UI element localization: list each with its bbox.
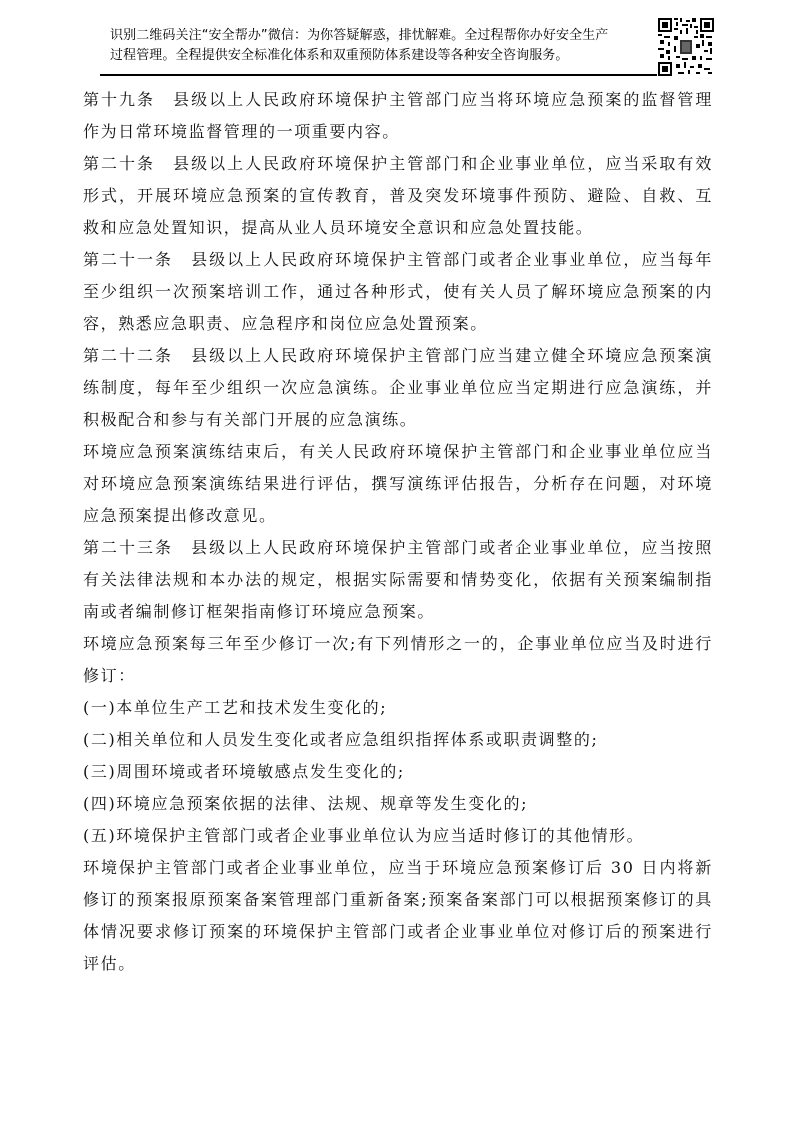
promo-line-1: 识别二维码关注“安全帮办”微信：为你答疑解惑，排忧解难。全过程帮你办好安全生产 [110,28,609,43]
revision-condition-1: (一)本单位生产工艺和技术发生变化的; [83,698,388,717]
article-22-drill-evaluation: 环境应急预案演练结束后，有关人民政府环境保护主管部门和企业事业单位应当对环境应急预案演练结果进行评估，撰写演练评估报告，分析存在问题，对环境应急预案提出修改意见。 [83,442,713,525]
article-21: 第二十一条 县级以上人民政府环境保护主管部门或者企业事业单位，应当每年至少组织一次预案培训工作，通过各种形式，使有关人员了解环境应急预案的内容，熟悉应急职责、应急程序和岗位应急处置预案。 [83,250,713,333]
revision-condition-3: (三)周围环境或者环境敏感点发生变化的; [83,762,405,781]
qr-code-icon [658,18,714,76]
article-19: 第十九条 县级以上人民政府环境保护主管部门应当将环境应急预案的监督管理作为日常环境监督管理的一项重要内容。 [83,90,713,141]
document-body [83,84,713,980]
revision-condition-5: (五)环境保护主管部门或者企业事业单位认为应当适时修订的其他情形。 [83,826,645,845]
article-23: 第二十三条 县级以上人民政府环境保护主管部门或者企业事业单位，应当按照有关法律法规和本办法的规定，根据实际需要和情势变化，依据有关预案编制指南或者编制修订框架指南修订环境应急预案。 [83,538,713,621]
revision-condition-4: (四)环境应急预案依据的法律、法规、规章等发生变化的; [83,794,529,813]
promo-line-2: 过程管理。全程提供安全标准化体系和双重预防体系建设等各种安全咨询服务。 [110,48,569,63]
article-22: 第二十二条 县级以上人民政府环境保护主管部门应当建立健全环境应急预案演练制度，每年至少组织一次应急演练。企业事业单位应当定期进行应急演练，并积极配合和参与有关部门开展的应急演练。 [83,346,713,429]
page-header [100,18,715,78]
promo-text [110,26,655,66]
article-20: 第二十条 县级以上人民政府环境保护主管部门和企业事业单位，应当采取有效形式，开展环境应急预案的宣传教育，普及突发环境事件预防、避险、自救、互救和应急处置知识，提高从业人员环境安全意识和应急处置技能。 [83,154,713,237]
article-23-revision-frequency: 环境应急预案每三年至少修订一次;有下列情形之一的，企事业单位应当及时进行修订： [83,634,713,685]
revision-condition-2: (二)相关单位和人员发生变化或者应急组织指挥体系或职责调整的; [83,730,599,749]
header-divider [100,74,657,76]
article-23-refiling: 环境保护主管部门或者企业事业单位，应当于环境应急预案修订后 30 日内将新修订的预案报原预案备案管理部门重新备案;预案备案部门可以根据预案修订的具体情况要求修订预案的环境保护主管部门或者企业事业单位对修订后的预案进行评估。 [83,858,713,973]
